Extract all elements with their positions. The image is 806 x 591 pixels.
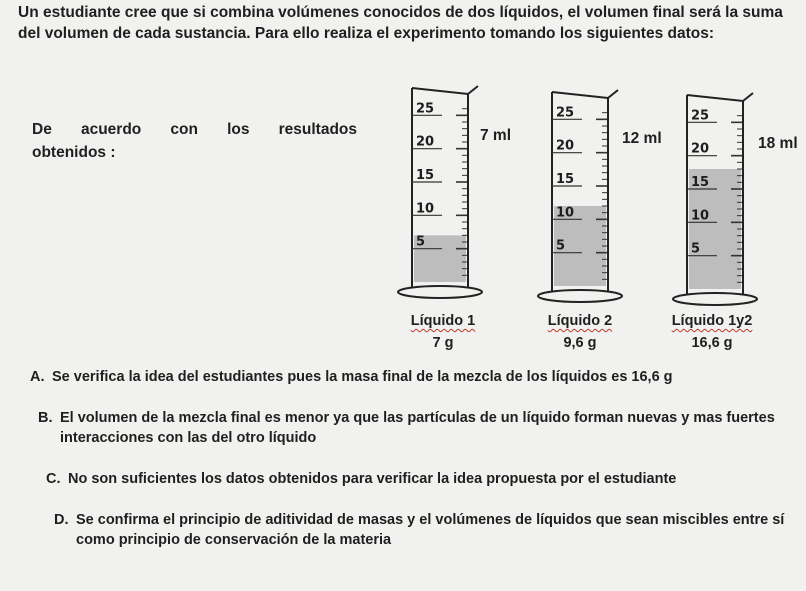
cylinder-2-scale-label: 15 bbox=[556, 172, 575, 187]
graduated-cylinders-figure bbox=[360, 80, 806, 370]
cylinder-2-spout bbox=[552, 90, 618, 98]
option-d-text: Se confirma el principio de aditividad de masas y el volúmenes de líquidos que sean miscibles entre sí como principio de conservación de la materia bbox=[76, 512, 785, 548]
cylinder-3-scale-label: 15 bbox=[691, 175, 710, 190]
option-a-letter: A. bbox=[30, 369, 45, 385]
option-c[interactable] bbox=[46, 469, 790, 489]
cylinder-3-mass: 16,6 g bbox=[691, 335, 733, 351]
cylinder-3-base bbox=[673, 293, 757, 305]
cylinder-1-scale-label: 20 bbox=[416, 134, 435, 150]
lead-sentence bbox=[32, 118, 357, 164]
cylinder-1-base bbox=[398, 286, 482, 298]
cylinder-3-spout bbox=[687, 93, 753, 101]
cylinders-drawing bbox=[360, 80, 806, 310]
cylinder-3-scale-label: 20 bbox=[691, 141, 710, 157]
option-c-letter: C. bbox=[46, 471, 61, 487]
option-b-letter: B. bbox=[38, 410, 53, 426]
answer-options bbox=[30, 367, 790, 571]
option-d[interactable] bbox=[54, 510, 790, 550]
cylinder-3-scale-label: 5 bbox=[691, 241, 701, 257]
cylinder-1-scale-label: 5 bbox=[416, 234, 426, 250]
cylinder-1-volume: 7 ml bbox=[480, 127, 512, 144]
lead-word: con bbox=[170, 121, 198, 138]
lead-word: los bbox=[227, 121, 250, 138]
cylinder-3-caption bbox=[652, 310, 772, 354]
cylinder-1-name: Líquido 1 bbox=[410, 313, 476, 329]
lead-word: acuerdo bbox=[80, 121, 142, 138]
cylinder-2-mass: 9,6 g bbox=[563, 335, 597, 351]
cylinder-3-volume: 18 ml bbox=[758, 135, 798, 152]
lead-line-1 bbox=[32, 118, 357, 141]
cylinder-2-volume: 12 ml bbox=[622, 130, 662, 147]
lead-word: resultados bbox=[278, 121, 357, 138]
cylinder-1-scale-label: 10 bbox=[416, 201, 435, 217]
cylinder-3-name: Líquido 1y2 bbox=[671, 313, 753, 329]
problem-statement: Un estudiante cree que si combina volúmenes conocidos de dos líquidos, el volumen final será la suma del volumen de cada sustancia. Para ello realiza el experimento tomando los siguientes datos: bbox=[18, 4, 783, 42]
cylinder-2-scale-label: 20 bbox=[556, 138, 575, 154]
cylinder-1-mass: 7 g bbox=[432, 335, 454, 351]
cylinder-3-scale-label: 10 bbox=[691, 208, 710, 224]
option-d-letter: D. bbox=[54, 512, 69, 528]
cylinder-1-caption bbox=[388, 310, 498, 354]
lead-line-2: obtenidos : bbox=[32, 144, 116, 161]
cylinder-1-scale-label: 15 bbox=[416, 168, 435, 183]
cylinder-2-caption bbox=[525, 310, 635, 354]
option-a-text: Se verifica la idea del estudiantes pues la masa final de la mezcla de los líquidos es 16,6 g bbox=[52, 369, 673, 385]
cylinder-2-base bbox=[538, 290, 622, 302]
option-b-text: El volumen de la mezcla final es menor ya que las partículas de un líquido forman nuevas y mas fuertes interacciones con las del otro líquido bbox=[60, 410, 775, 446]
cylinder-3-scale-label: 25 bbox=[691, 108, 710, 124]
cylinder-1-spout bbox=[412, 86, 478, 94]
lead-word: De bbox=[32, 121, 52, 138]
cylinder-2-scale-label: 5 bbox=[556, 238, 566, 254]
cylinder-2-scale-label: 10 bbox=[556, 205, 575, 221]
cylinder-2-name: Líquido 2 bbox=[547, 313, 613, 329]
cylinder-1-scale-label: 25 bbox=[416, 101, 435, 117]
option-b[interactable] bbox=[38, 408, 790, 448]
cylinder-2-scale-label: 25 bbox=[556, 105, 575, 121]
option-c-text: No son suficientes los datos obtenidos para verificar la idea propuesta por el estudiante bbox=[68, 471, 677, 487]
option-a[interactable] bbox=[30, 367, 790, 387]
